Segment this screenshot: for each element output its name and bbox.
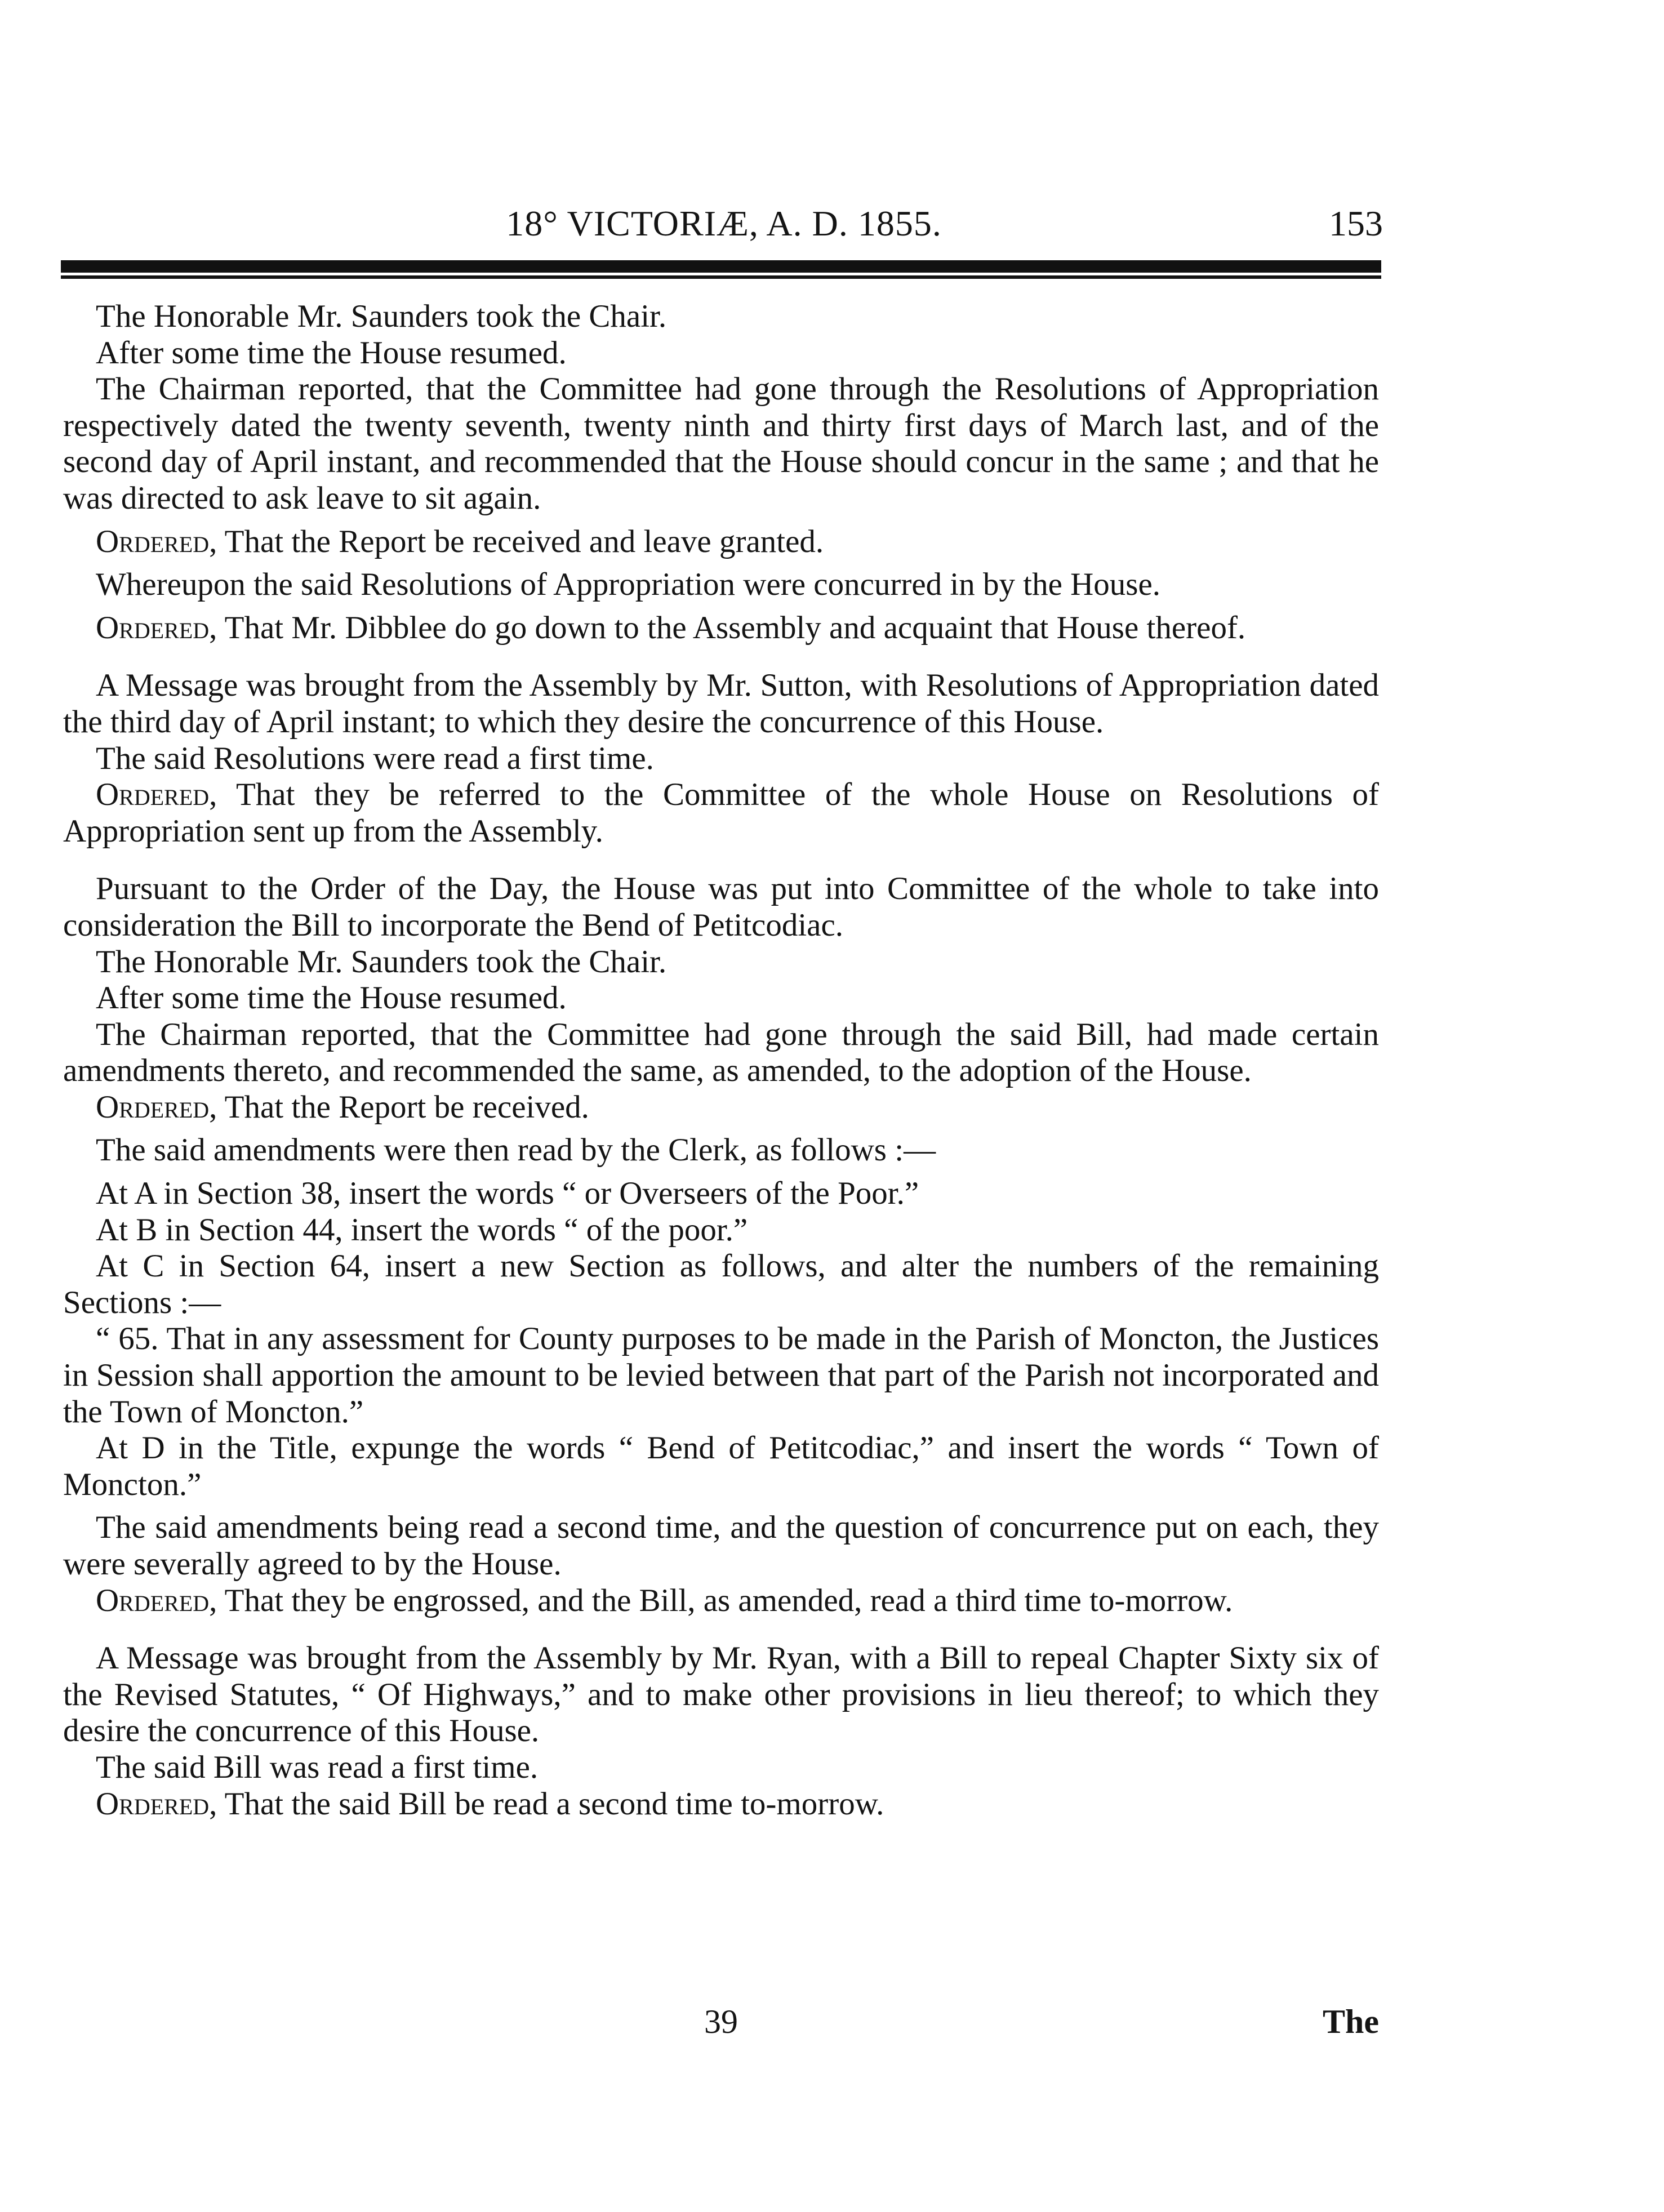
paragraph: The said amendments being read a second time, and the question of concurrence put on each, they were severally agreed to by the House. [63,1510,1379,1582]
paragraph: The Honorable Mr. Saunders took the Chair. [96,943,667,980]
journal-body [63,299,1379,1822]
paragraph: After some time the House resumed. [96,980,567,1016]
paragraph: The Honorable Mr. Saunders took the Chair. [96,299,667,334]
amendment: At B in Section 44, insert the words “ of the poor.” [96,1212,748,1248]
paragraph: A Message was brought from the Assembly by Mr. Sutton, with Resolutions of Appropriation dated the third day of April instant; to which they desire the concurrence of this House. [63,667,1379,740]
paragraph: The said Resolutions were read a first time. [96,740,654,776]
ordered-lead: Ordered, [96,1786,217,1822]
paragraph: The said Bill was read a first time. [96,1749,539,1785]
paragraph: A Message was brought from the Assembly by Mr. Ryan, with a Bill to repeal Chapter Sixty six of the Revised Statutes, “ Of Highways,” and to make other provisions in lieu thereof; to which they desire the concurrence of this House. [63,1640,1379,1749]
paragraph: Ordered, That the said Bill be read a second time to-morrow. [96,1786,884,1822]
paragraph: Ordered, That the Report be received. [96,1089,589,1125]
ordered-lead: Ordered, [96,777,217,813]
paragraph: Ordered, That they be referred to the Committee of the whole House on Resolutions of Appropriation sent up from the Assembly. [63,777,1379,849]
amendment: At A in Section 38, insert the words “ or Overseers of the Poor.” [96,1176,919,1212]
catchword: The [1322,2003,1379,2040]
paragraph: Ordered, That the Report be received and leave granted. [96,523,824,559]
paragraph: Whereupon the said Resolutions of Appropriation were concurred in by the House. [96,567,1161,603]
paragraph: The Chairman reported, that the Committee had gone through the Resolutions of Appropriation respectively dated the twenty seventh, twenty ninth and thirty first days of March last, and of the second day of April instant, and recommended that the House should concur in the same ; and that he was directed to ask leave to sit again. [63,371,1379,516]
signature-mark: 39 [704,2003,738,2040]
paragraph: After some time the House resumed. [96,335,567,371]
header-rule [61,260,1381,279]
paragraph: Ordered, That they be engrossed, and the Bill, as amended, read a third time to-morrow. [96,1582,1233,1618]
paragraph: The said amendments were then read by the Clerk, as follows :— [96,1132,936,1168]
ordered-lead: Ordered, [96,1582,217,1618]
amendment: “ 65. That in any assessment for County purposes to be made in the Parish of Moncton, the Justices in Session shall apportion the amount to be levied between that part of the Parish not incorporated and the Town of Moncton.” [63,1321,1379,1430]
running-head-title: 18° VICTORIÆ, A. D. 1855. [506,203,942,243]
paragraph: The Chairman reported, that the Committee had gone through the said Bill, had made certain amendments thereto, and recommended the same, as amended, to the adoption of the House. [63,1016,1379,1089]
ordered-lead: Ordered, [96,609,217,646]
ordered-lead: Ordered, [96,1089,217,1125]
amendment: At C in Section 64, insert a new Section as follows, and alter the numbers of the remaining Sections :— [63,1248,1379,1320]
running-head [65,203,1383,253]
page-footer [63,2002,1379,2048]
amendment: At D in the Title, expunge the words “ Bend of Petitcodiac,” and insert the words “ Town of Moncton.” [63,1430,1379,1502]
paragraph: Pursuant to the Order of the Day, the House was put into Committee of the whole to take into consideration the Bill to incorporate the Bend of Petitcodiac. [63,871,1379,943]
paragraph: Ordered, That Mr. Dibblee do go down to the Assembly and acquaint that House thereof. [96,609,1246,646]
page-number: 153 [1329,203,1383,243]
ordered-lead: Ordered, [96,523,217,559]
